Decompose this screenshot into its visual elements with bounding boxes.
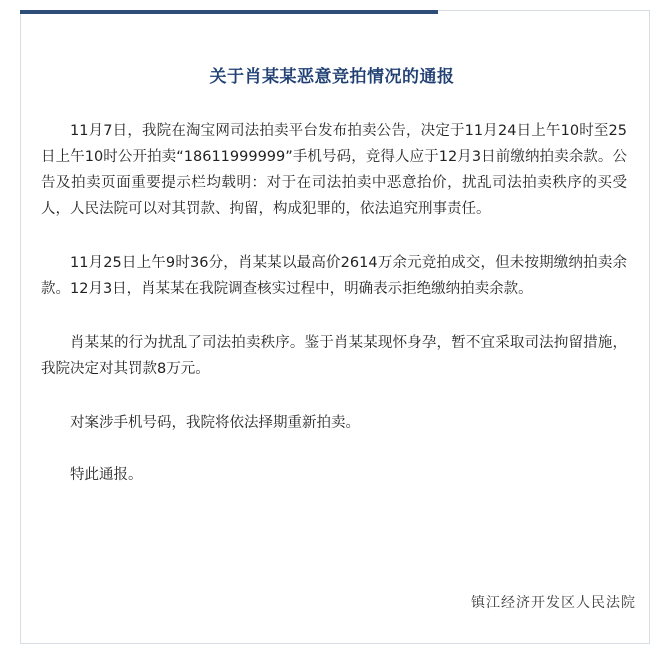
paragraph-bid-result: 11月25日上午9时36分，肖某某以最高价2614万余元竞拍成交，但未按期缴纳拍卖余款。12月3日，肖某某在我院调查核实过程中，明确表示拒绝缴纳拍卖余款。	[41, 255, 627, 297]
paragraph-penalty: 肖某某的行为扰乱了司法拍卖秩序。鉴于肖某某现怀身孕，暂不宜采取司法拘留措施，我院决定对其罚款8万元。	[41, 335, 627, 377]
notice-title: 关于肖某某恶意竞拍情况的通报	[209, 67, 455, 87]
notice-body	[41, 118, 627, 516]
paragraph-announcement: 11月7日，我院在淘宝网司法拍卖平台发布拍卖公告，决定于11月24日上午10时至25日上午10时公开拍卖“18611999999”手机号码，竞得人应于12月3日前缴纳拍卖余款。公告及拍卖页面重要提示栏均载明：对于在司法拍卖中恶意抬价，扰乱司法拍卖秩序的买受人，人民法院可以对其罚款、拘留，构成犯罪的，依法追究刑事责任。	[41, 123, 627, 217]
paragraph-closing: 特此通报。	[70, 467, 143, 483]
paragraph-reauction: 对案涉手机号码，我院将依法择期重新拍卖。	[70, 415, 360, 431]
court-signature: 镇江经济开发区人民法院	[471, 595, 636, 611]
top-accent-bar	[20, 10, 438, 14]
